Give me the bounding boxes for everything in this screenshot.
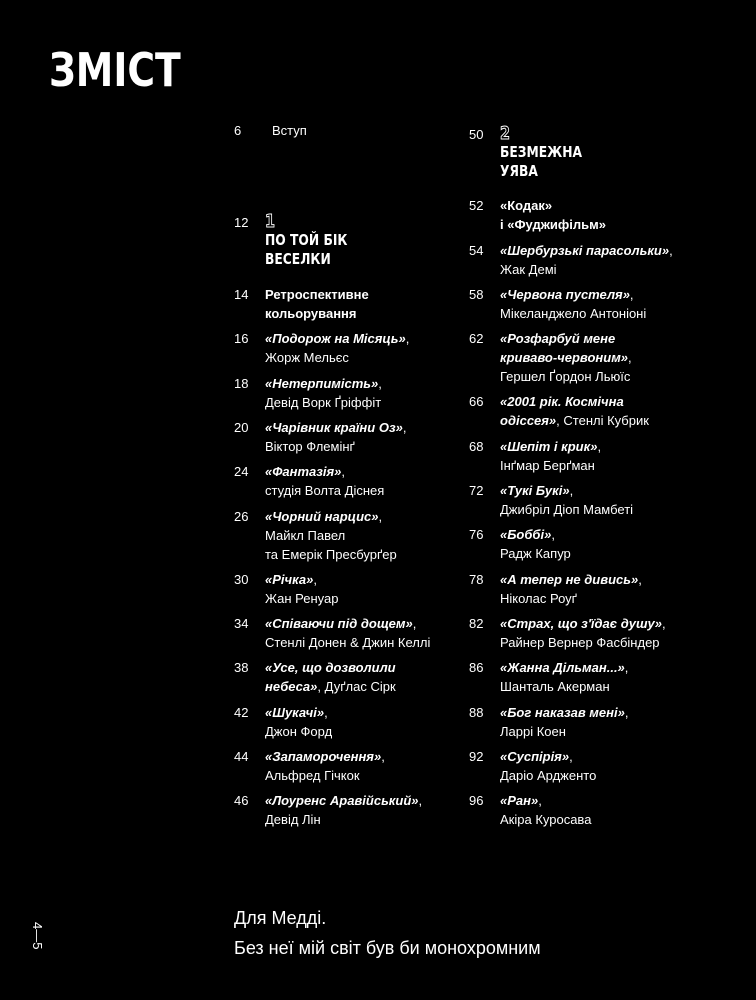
film-title: «Жанна Дільман...»: [500, 660, 625, 675]
entry-title-line: «Лоуренс Аравійський»,: [265, 793, 423, 808]
page-number: 6: [234, 123, 242, 138]
page-number: 76: [469, 527, 484, 542]
entry-text: [265, 285, 480, 323]
director-line: Ларрі Коен: [500, 724, 566, 739]
entry-text: [265, 703, 480, 741]
entry-title-line: «Бог наказав мені»,: [500, 705, 629, 720]
page-number: 62: [469, 331, 484, 346]
director-line: Радж Капур: [500, 546, 571, 561]
entry-text: [265, 658, 480, 696]
entry-text: [500, 392, 715, 430]
entry-title-line: «Кодак»: [500, 198, 553, 213]
entry-title-line: «Тукі Букі»,: [500, 483, 574, 498]
film-title: «А тепер не дивись»: [500, 572, 639, 587]
dedication-line: Без неї мій світ був би монохромним: [234, 938, 541, 958]
page-number: 82: [469, 616, 484, 631]
film-title: «Бог наказав мені»: [500, 705, 625, 720]
film-title: «Лоуренс Аравійський»: [265, 793, 419, 808]
entry-text: [500, 658, 715, 696]
page-number: 52: [469, 198, 484, 213]
film-title: «Шукачі»: [265, 705, 325, 720]
page-number: 34: [234, 616, 249, 631]
page-number: 24: [234, 464, 249, 479]
section-title-line: БЕЗМЕЖНА: [500, 143, 583, 161]
director-line: Девід Лін: [265, 812, 321, 827]
entry-title-line: «Червона пустеля»,: [500, 287, 634, 302]
entry-title-line: «Нетерпимість»,: [265, 376, 382, 391]
film-title: «Усе, що дозволили: [265, 660, 396, 675]
director-line: Ніколас Роуґ: [500, 591, 578, 606]
film-title: «Річка»: [265, 572, 314, 587]
entry-title-line: «Шербурзькі парасольки»,: [500, 243, 673, 258]
entry-text: [500, 525, 715, 563]
entry-text: [265, 570, 480, 608]
film-title: «Червона пустеля»: [500, 287, 630, 302]
section-heading: [265, 213, 366, 269]
entry-text: [500, 481, 715, 519]
page-number: 88: [469, 705, 484, 720]
page-number: 72: [469, 483, 484, 498]
film-title: «Шербурзькі парасольки»: [500, 243, 670, 258]
page-number: 92: [469, 749, 484, 764]
entry-title-line: «Співаючи під дощем»,: [265, 616, 417, 631]
page-number: 42: [234, 705, 249, 720]
director-line: Інґмар Берґман: [500, 458, 595, 473]
director-line: Джибріл Діоп Мамбеті: [500, 502, 634, 517]
entry-title-line: «Річка»,: [265, 572, 317, 587]
entry-title-line: «Суспірія»,: [500, 749, 573, 764]
page-number: 18: [234, 376, 249, 391]
entry-title-line: «Ран»,: [500, 793, 542, 808]
entry-text: [500, 329, 715, 386]
entry-text: [265, 374, 480, 412]
section-number: 1: [265, 211, 276, 232]
entry-title-line: криваво-червоним»,: [500, 350, 632, 365]
dedication-line: Для Медді.: [234, 908, 327, 928]
director-line: Даріо Ардженто: [500, 768, 597, 783]
entry-title-line: «Шукачі»,: [265, 705, 328, 720]
director-line: та Емерік Пресбурґер: [265, 547, 397, 562]
film-title: «Розфарбуй мене: [500, 331, 616, 346]
page-number: 14: [234, 287, 249, 302]
director-name: , Стенлі Кубрик: [556, 413, 649, 428]
entry-text: [500, 791, 715, 829]
page-number: 58: [469, 287, 484, 302]
entry-title-line: «А тепер не дивись»,: [500, 572, 642, 587]
section-title-line: ПО ТОЙ БІК: [265, 231, 348, 249]
director-line: Шанталь Акерман: [500, 679, 610, 694]
film-title: одіссея»: [500, 413, 557, 428]
director-line: Девід Ворк Ґріффіт: [265, 395, 382, 410]
director-line: Жак Демі: [500, 262, 557, 277]
film-title: «Боббі»: [500, 527, 552, 542]
director-line: Жорж Мельєс: [265, 350, 349, 365]
film-title: «Запаморочення»: [265, 749, 382, 764]
page-number: 68: [469, 439, 484, 454]
page-number: 96: [469, 793, 484, 808]
director-line: студія Волта Діснея: [265, 483, 385, 498]
entry-text: [500, 437, 715, 475]
film-title: «2001 рік. Космічна: [500, 394, 624, 409]
entry-title-line: «Страх, що з'їдає душу»,: [500, 616, 666, 631]
film-title: «Фантазія»: [265, 464, 342, 479]
director-line: Віктор Флемінґ: [265, 439, 355, 454]
film-title: «Суспірія»: [500, 749, 570, 764]
entry-text: [265, 791, 480, 829]
entry-text: [265, 462, 480, 500]
entry-text: [265, 418, 480, 456]
page-number: 38: [234, 660, 249, 675]
entry-text: [500, 570, 715, 608]
film-title: «Співаючи під дощем»: [265, 616, 413, 631]
director-line: Акіра Куросава: [500, 812, 592, 827]
entry-text: [500, 196, 715, 234]
page-number: 30: [234, 572, 249, 587]
dedication: [234, 903, 541, 963]
section-title-line: УЯВА: [500, 162, 538, 180]
entry-title-line: «Шепіт і крик»,: [500, 439, 602, 454]
entry-title-line: «Чорний нарцис»,: [265, 509, 383, 524]
entry-text: [265, 747, 480, 785]
section-title-line: ВЕСЕЛКИ: [265, 250, 331, 268]
page-number: 12: [234, 215, 249, 230]
section-number: 2: [500, 123, 511, 144]
entry-title-line: кольорування: [265, 306, 357, 321]
page-number: 26: [234, 509, 249, 524]
film-title: «Чарівник країни Оз»: [265, 420, 403, 435]
film-title: криваво-червоним»: [500, 350, 629, 365]
entry-text: [500, 614, 715, 652]
entry-text: [265, 614, 480, 652]
film-title: «Шепіт і крик»: [500, 439, 598, 454]
director-line: Стенлі Донен & Джин Келлі: [265, 635, 431, 650]
director-line: Жан Ренуар: [265, 591, 339, 606]
entry-title-line: «Боббі»,: [500, 527, 555, 542]
film-title: «Нетерпимість»: [265, 376, 379, 391]
entry-title-line: Ретроспективне: [265, 287, 369, 302]
entry-text: [272, 121, 487, 140]
director-name: , Дуґлас Сірк: [317, 679, 396, 694]
entry-title-line: [500, 411, 715, 430]
film-title: «Чорний нарцис»: [265, 509, 379, 524]
director-line: Альфред Гічкок: [265, 768, 360, 783]
entry-title-line: і «Фуджифільм»: [500, 217, 606, 232]
entry-line: Вступ: [272, 123, 307, 138]
page-number: 20: [234, 420, 249, 435]
film-title: «Ран»: [500, 793, 539, 808]
entry-text: [500, 241, 715, 279]
film-title: небеса»: [265, 679, 318, 694]
entry-title-line: «Жанна Дільман...»,: [500, 660, 629, 675]
entry-title-line: «Фантазія»,: [265, 464, 346, 479]
entry-title-line: «Запаморочення»,: [265, 749, 385, 764]
section-heading: [500, 125, 600, 181]
director-line: Мікеланджело Антоніоні: [500, 306, 647, 321]
entry-text: [265, 507, 480, 564]
entry-text: [500, 285, 715, 323]
entry-text: [500, 747, 715, 785]
page-number: 86: [469, 660, 484, 675]
page-folio: 4—5: [30, 922, 45, 950]
page-number: 50: [469, 127, 484, 142]
film-title: «Страх, що з'їдає душу»: [500, 616, 663, 631]
director-line: Гершел Ґордон Льюїс: [500, 369, 631, 384]
entry-title-line: «Чарівник країни Оз»,: [265, 420, 407, 435]
page-title: ЗМІСТ: [49, 43, 181, 97]
director-line: Джон Форд: [265, 724, 333, 739]
entry-title-line: [265, 677, 480, 696]
page-number: 66: [469, 394, 484, 409]
page-number: 44: [234, 749, 249, 764]
page-number: 78: [469, 572, 484, 587]
entry-text: [500, 703, 715, 741]
entry-text: [265, 329, 480, 367]
page-number: 46: [234, 793, 249, 808]
page-number: 54: [469, 243, 484, 258]
page-number: 16: [234, 331, 249, 346]
director-line: Майкл Павел: [265, 528, 346, 543]
director-line: Райнер Вернер Фасбіндер: [500, 635, 660, 650]
film-title: «Подорож на Місяць»: [265, 331, 406, 346]
entry-title-line: «Подорож на Місяць»,: [265, 331, 410, 346]
film-title: «Тукі Букі»: [500, 483, 570, 498]
